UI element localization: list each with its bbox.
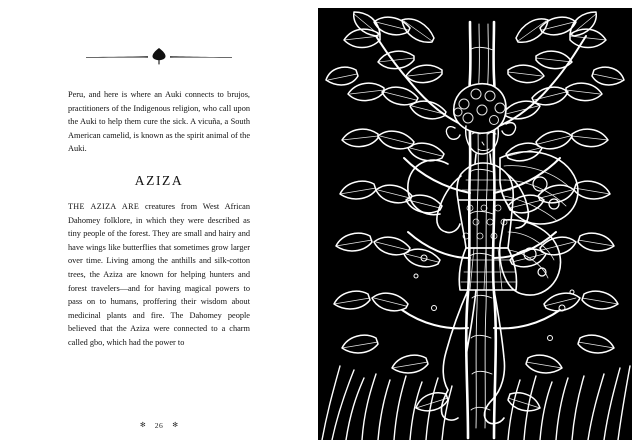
- folio-star-left-icon: ✻: [139, 421, 146, 429]
- leaf-ornament-icon: [0, 44, 318, 68]
- page-number: 26: [154, 421, 164, 430]
- folio: [0, 421, 318, 430]
- paragraph-auki: Peru, and here is where an Auki connects to brujos, practitioners of the Indigenous religion, who call upon the Auki to help them cure the sick. A vicuña, a South American camelid, is known as the spirit animal of the Auki.: [68, 90, 250, 154]
- paragraph-aziza-body: creatures from West African Dahomey folklore, in which they were described as tiny people of the forest. They are small and hairy and have wings like butterflies that sometimes grow larger over time. Living among the anthills and silk-cotton trees, the Aziza are known for helping hunters and forest travelers—and for having magical powers to pass on to humans, proffering their wisdom about medicinal plants and fire. The Dahomey people believed that the Aziza were connected to a charm called gbo, which had the power to: [68, 201, 250, 347]
- body-text-column: [68, 88, 250, 350]
- section-heading-aziza: AZIZA: [134, 172, 184, 188]
- paragraph-lead-in: THE AZIZA ARE: [68, 201, 140, 211]
- right-page: [318, 0, 640, 448]
- left-page: [0, 0, 318, 448]
- paragraph-aziza: [68, 200, 250, 350]
- aziza-illustration: [318, 8, 632, 440]
- folio-star-right-icon: ✻: [172, 421, 179, 429]
